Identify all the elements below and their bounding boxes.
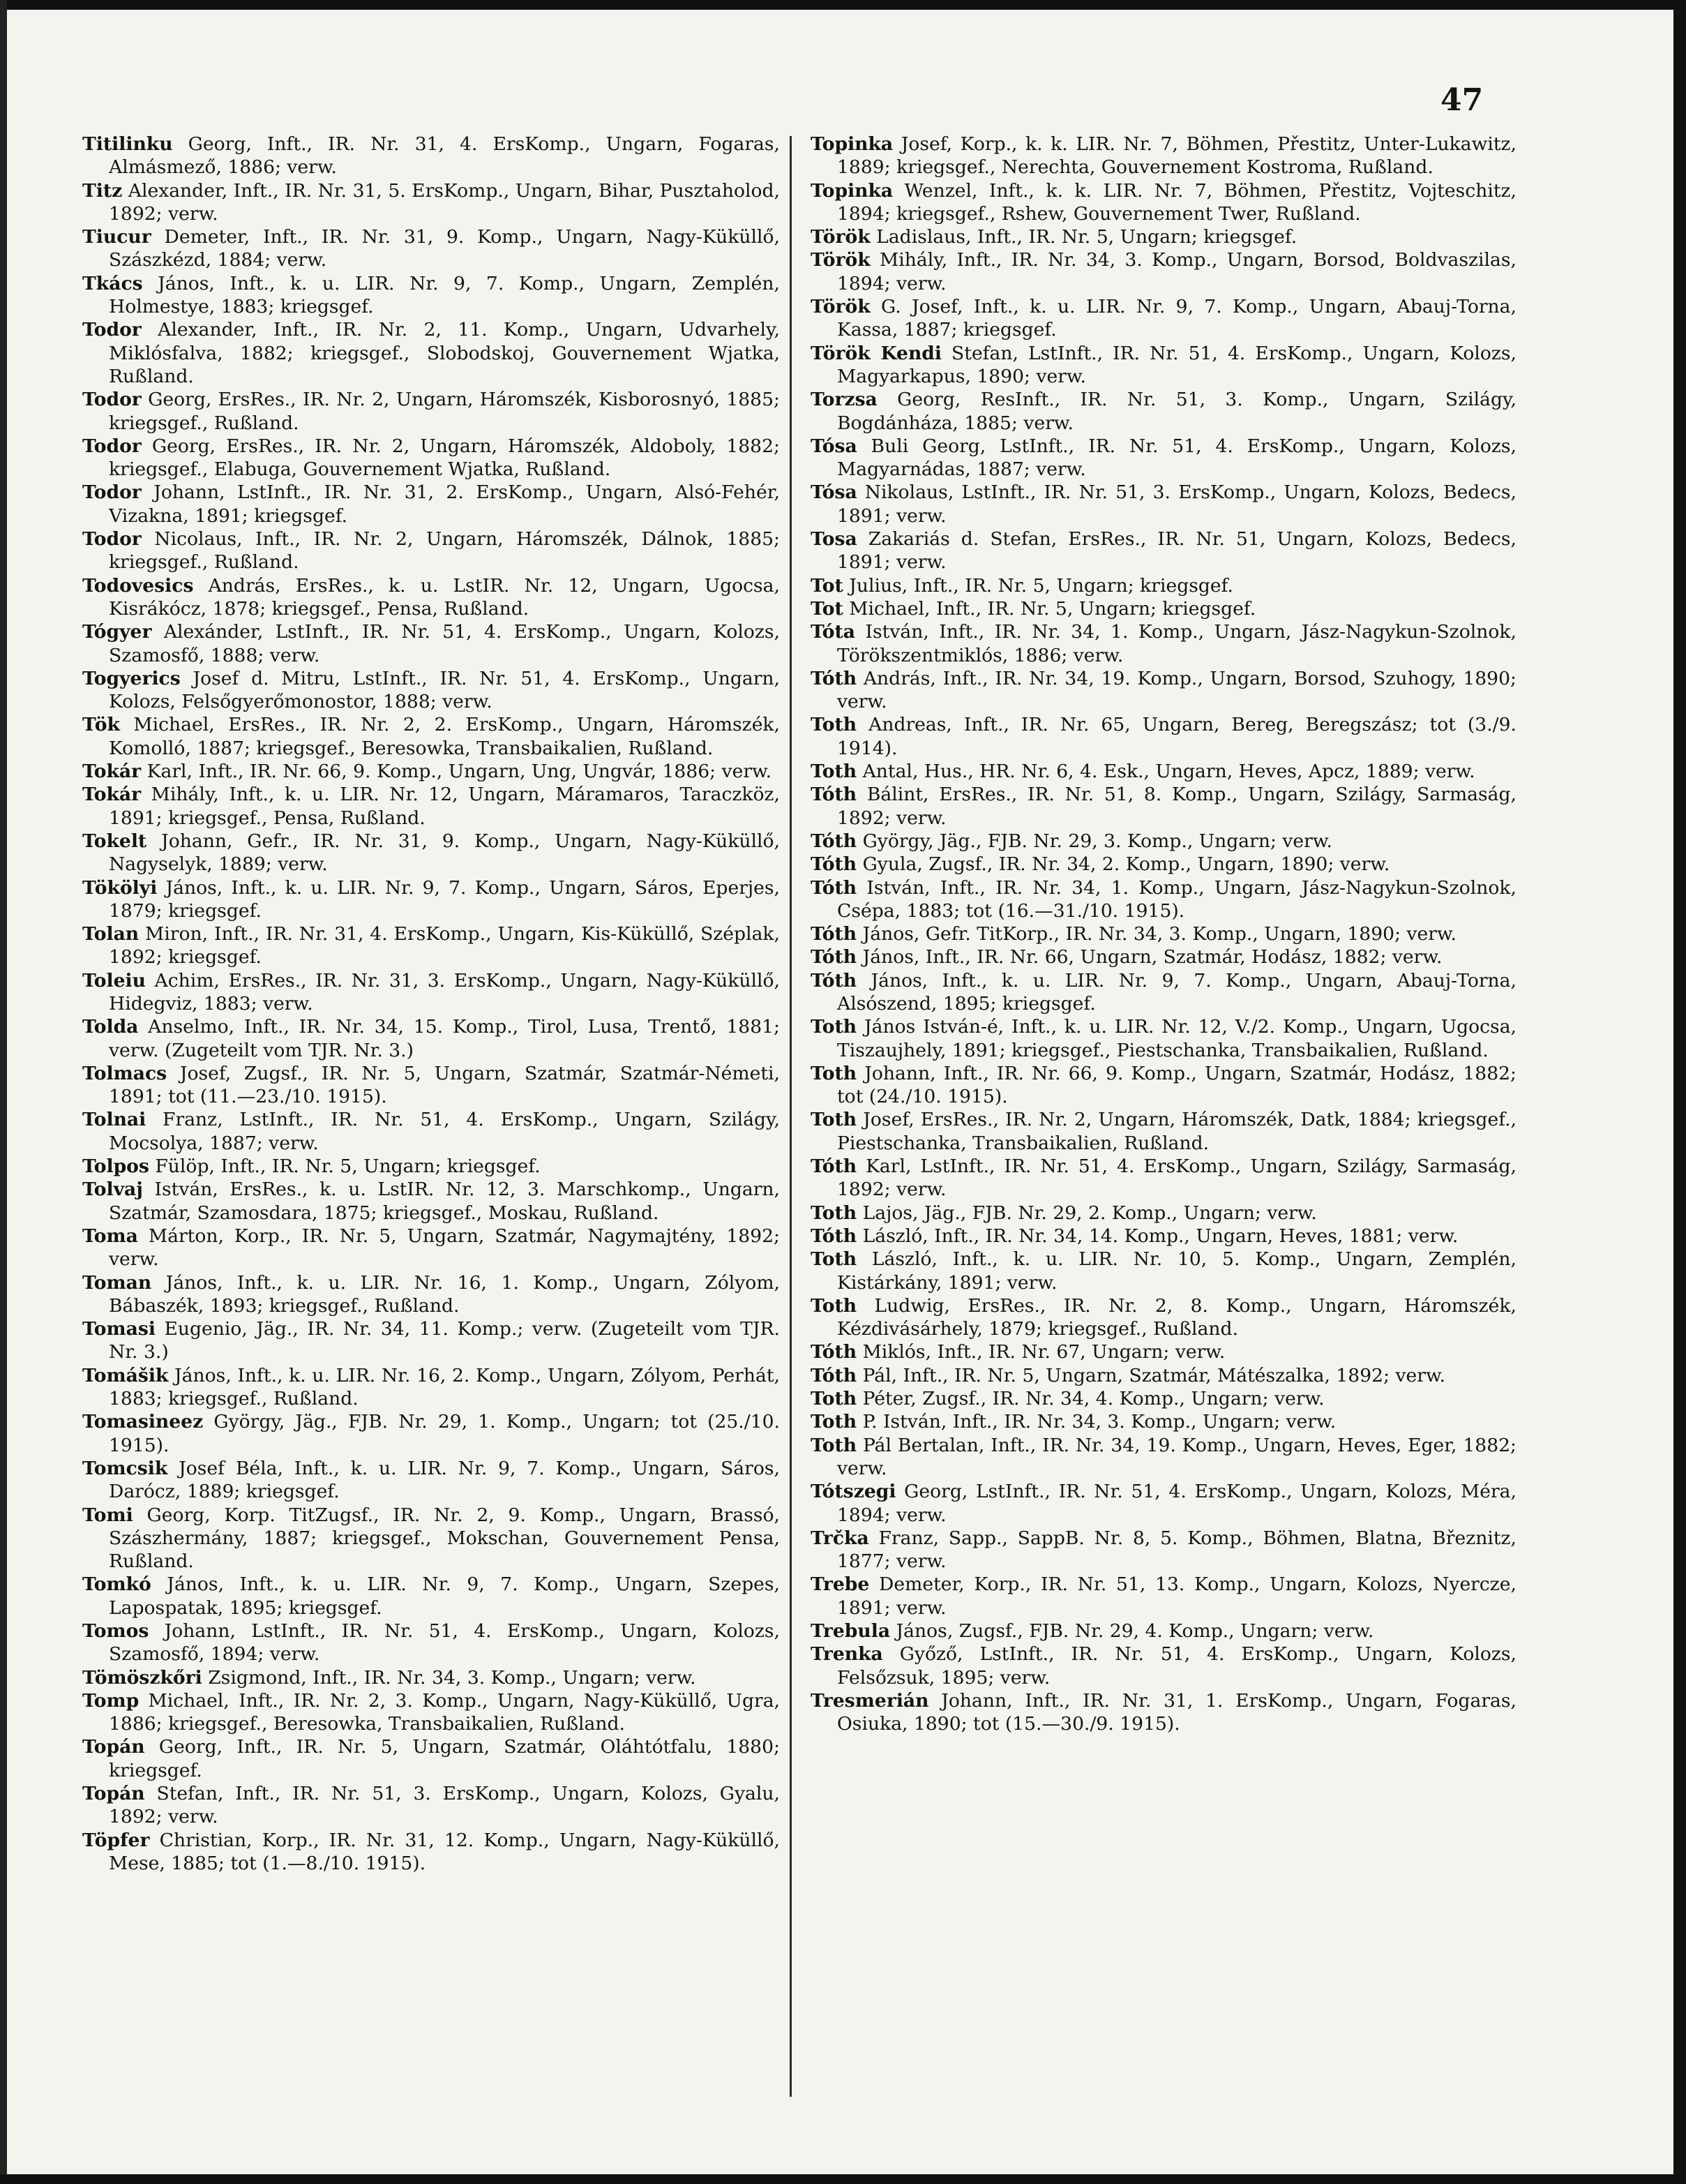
register-entry (811, 922, 1516, 945)
entry-details: László, Inft., IR. Nr. 34, 14. Komp., Ungarn, Heves, 1881; verw. (857, 1225, 1459, 1247)
entry-surname: Toth (811, 1388, 857, 1410)
entry-surname: Trenka (811, 1643, 883, 1666)
register-entry (82, 876, 780, 923)
entry-details: János, Inft., k. u. LIR. Nr. 9, 7. Komp., Ungarn, Abauj-Torna, Alsószend, 1895; kriegsgef. (837, 969, 1516, 1015)
entry-surname: Tömöszkőri (82, 1666, 202, 1689)
register-entry (811, 1015, 1516, 1062)
scan-border-bottom (0, 2174, 1686, 2184)
register-entry (82, 1364, 780, 1411)
register-entry (82, 830, 780, 876)
register-entry (82, 435, 780, 481)
entry-details: Zakariás d. Stefan, ErsRes., IR. Nr. 51, Ungarn, Kolozs, Bedecs, 1891; verw. (837, 528, 1516, 574)
register-entry (82, 133, 780, 179)
entry-details: István, Inft., IR. Nr. 34, 1. Komp., Ungarn, Jász-Nagykun-Szolnok, Törökszentmiklós, 1886; verw. (837, 621, 1516, 666)
entry-surname: Tokár (82, 761, 142, 783)
entry-surname: Topinka (811, 133, 894, 155)
entry-surname: Tomášik (82, 1364, 169, 1386)
entry-surname: Toth (811, 1016, 857, 1038)
entry-details: Demeter, Inft., IR. Nr. 31, 9. Komp., Ungarn, Nagy-Küküllő, Szászkézd, 1884; verw. (109, 226, 780, 271)
register-entry (811, 1108, 1516, 1155)
entry-details: Julius, Inft., IR. Nr. 5, Ungarn; kriegsgef. (843, 574, 1233, 597)
register-entry (811, 1062, 1516, 1109)
entry-surname: Tóth (811, 1225, 857, 1247)
entry-details: Eugenio, Jäg., IR. Nr. 34, 11. Komp.; verw. (Zugeteilt vom TJR. Nr. 3.) (109, 1318, 780, 1363)
register-entry (82, 1062, 780, 1109)
register-entry (82, 760, 780, 783)
register-entry (82, 1573, 780, 1620)
entry-details: András, Inft., IR. Nr. 34, 19. Komp., Ungarn, Borsod, Szuhogy, 1890; verw. (837, 667, 1516, 713)
register-entry (811, 620, 1516, 667)
register-entry (811, 597, 1516, 620)
entry-details: György, Jäg., FJB. Nr. 29, 3. Komp., Ungarn; verw. (857, 830, 1332, 852)
register-entry (82, 1782, 780, 1829)
register-entry (811, 1340, 1516, 1363)
entry-surname: Todor (82, 528, 142, 551)
entry-details: Johann, LstInft., IR. Nr. 31, 2. ErsKomp., Ungarn, Alsó-Fehér, Vizakna, 1891; kriegsgef. (109, 481, 780, 527)
entry-surname: Tósa (811, 435, 857, 457)
entry-surname: Tomasineez (82, 1411, 204, 1433)
entry-details: Stefan, Inft., IR. Nr. 51, 3. ErsKomp., Ungarn, Kolozs, Gyalu, 1892; verw. (109, 1783, 780, 1828)
entry-details: János, Zugsf., FJB. Nr. 29, 4. Komp., Ungarn; verw. (890, 1620, 1374, 1642)
register-entry (811, 248, 1516, 295)
entry-details: Márton, Korp., IR. Nr. 5, Ungarn, Szatmár, Nagymajtény, 1892; verw. (109, 1225, 780, 1271)
entry-surname: Tóth (811, 946, 857, 968)
entry-surname: Titilinku (82, 133, 173, 155)
entry-surname: Tomi (82, 1504, 133, 1526)
register-entry (811, 1202, 1516, 1225)
entry-surname: Toth (811, 1434, 857, 1456)
entry-surname: Topán (82, 1736, 145, 1758)
register-entry (811, 1387, 1516, 1410)
entry-surname: Tolpos (82, 1155, 149, 1178)
entry-details: István, ErsRes., k. u. LstIR. Nr. 12, 3. Marschkomp., Ungarn, Szatmár, Szamosdara, 1875; kriegsgef., Moskau, Rußland. (109, 1179, 780, 1224)
entry-details: Ludwig, ErsRes., IR. Nr. 2, 8. Komp., Ungarn, Háromszék, Kézdivásárhely, 1879; kriegsgef., Rußland. (837, 1294, 1516, 1340)
entry-surname: Toth (811, 1248, 857, 1271)
entry-surname: Tomcsik (82, 1457, 168, 1479)
register-entry (811, 481, 1516, 528)
register-entry (82, 1689, 780, 1736)
register-entry (811, 179, 1516, 226)
entry-surname: Todor (82, 435, 142, 457)
register-entry (811, 969, 1516, 1016)
entry-details: Josef Béla, Inft., k. u. LIR. Nr. 9, 7. Komp., Ungarn, Sáros, Darócz, 1889; kriegsgef. (109, 1457, 780, 1503)
entry-details: Nikolaus, LstInft., IR. Nr. 51, 3. ErsKomp., Ungarn, Kolozs, Bedecs, 1891; verw. (837, 481, 1516, 527)
entry-details: János, Inft., k. u. LIR. Nr. 16, 2. Komp., Ungarn, Zólyom, Perhát, 1883; kriegsgef., Rußland. (109, 1364, 780, 1410)
entry-surname: Toth (811, 714, 857, 736)
entry-surname: Toma (82, 1225, 138, 1247)
entry-surname: Todor (82, 481, 142, 504)
register-entry (811, 435, 1516, 481)
entry-details: Michael, ErsRes., IR. Nr. 2, 2. ErsKomp., Ungarn, Háromszék, Komolló, 1887; kriegsgef., Beresowka, Transbaikalien, Rußland. (109, 714, 780, 759)
entry-surname: Tolda (82, 1016, 139, 1038)
entry-surname: Tolmacs (82, 1062, 167, 1084)
register-entry (82, 922, 780, 969)
entry-details: Pál Bertalan, Inft., IR. Nr. 34, 19. Komp., Ungarn, Heves, Eger, 1882; verw. (837, 1434, 1516, 1479)
entry-surname: Tóth (811, 969, 857, 992)
entry-details: János István-é, Inft., k. u. LIR. Nr. 12, V./2. Komp., Ungarn, Ugocsa, Tiszaujhely, 1891; kriegsgef., Piestschanka, Transbaikalien, Rußland. (837, 1016, 1516, 1061)
column-divider (790, 136, 792, 2097)
register-entry (811, 945, 1516, 968)
register-entry (82, 713, 780, 760)
entry-surname: Tóth (811, 1341, 857, 1363)
entry-surname: Todor (82, 389, 142, 411)
entry-details: Georg, ErsRes., IR. Nr. 2, Ungarn, Háromszék, Kisborosnyó, 1885; kriegsgef., Rußland. (109, 389, 780, 434)
entry-details: G. Josef, Inft., k. u. LIR. Nr. 9, 7. Komp., Ungarn, Abauj-Torna, Kassa, 1887; kriegsgef. (837, 296, 1516, 341)
entry-details: Georg, LstInft., IR. Nr. 51, 4. ErsKomp., Ungarn, Kolozs, Méra, 1894; verw. (837, 1481, 1516, 1526)
register-entry (811, 713, 1516, 760)
entry-details: Josef, ErsRes., IR. Nr. 2, Ungarn, Háromszék, Datk, 1884; kriegsgef., Piestschanka, Transbaikalien, Rußland. (837, 1109, 1516, 1154)
entry-surname: Tot (811, 574, 843, 597)
register-entry (811, 783, 1516, 830)
register-entry (811, 342, 1516, 389)
entry-details: János, Inft., k. u. LIR. Nr. 9, 7. Komp., Ungarn, Zemplén, Holmestye, 1883; kriegsgef. (109, 272, 780, 318)
entry-details: Johann, Gefr., IR. Nr. 31, 9. Komp., Ungarn, Nagy-Küküllő, Nagyselyk, 1889; verw. (109, 830, 780, 876)
register-entry (811, 1225, 1516, 1248)
entry-surname: Trčka (811, 1527, 869, 1549)
entry-details: Georg, ErsRes., IR. Nr. 2, Ungarn, Háromszék, Aldoboly, 1882; kriegsgef., Elabuga, Gouvernement Wjatka, Rußland. (109, 435, 780, 481)
entry-details: Nicolaus, Inft., IR. Nr. 2, Ungarn, Háromszék, Dálnok, 1885; kriegsgef., Rußland. (109, 528, 780, 574)
entry-surname: Tóth (811, 1155, 857, 1178)
entry-surname: Tomos (82, 1620, 149, 1642)
register-entry (811, 853, 1516, 876)
entry-surname: Tomkó (82, 1573, 151, 1596)
register-entry (82, 1829, 780, 1876)
entry-surname: Todor (82, 319, 142, 341)
entry-details: János, Inft., k. u. LIR. Nr. 9, 7. Komp., Ungarn, Sáros, Eperjes, 1879; kriegsgef. (109, 876, 780, 922)
entry-surname: Tótszegi (811, 1481, 896, 1503)
register-entry (82, 1225, 780, 1271)
entry-surname: Töpfer (82, 1829, 150, 1851)
entry-details: Péter, Zugsf., IR. Nr. 34, 4. Komp., Ungarn; verw. (857, 1388, 1325, 1410)
entry-surname: Tóth (811, 1364, 857, 1386)
entry-surname: Torzsa (811, 389, 878, 411)
register-entry (811, 225, 1516, 248)
entry-details: Josef d. Mitru, LstInft., IR. Nr. 51, 4. ErsKomp., Ungarn, Kolozs, Felsőgyerőmonostor, 1888; verw. (109, 667, 780, 713)
scan-border-top (0, 0, 1686, 10)
register-entry (811, 1643, 1516, 1689)
register-entry (811, 133, 1516, 179)
register-entry (82, 388, 780, 435)
entry-details: Georg, Korp. TitZugsf., IR. Nr. 2, 9. Komp., Ungarn, Brassó, Szászhermány, 1887; kriegsgef., Mokschan, Gouvernement Pensa, Rußland. (109, 1504, 780, 1573)
entry-surname: Tolvaj (82, 1179, 143, 1201)
entry-details: Michael, Inft., IR. Nr. 2, 3. Komp., Ungarn, Nagy-Küküllő, Ugra, 1886; kriegsgef., Beresowka, Transbaikalien, Rußland. (109, 1689, 780, 1735)
entry-details: Miklós, Inft., IR. Nr. 67, Ungarn; verw. (857, 1341, 1226, 1363)
entry-details: Antal, Hus., HR. Nr. 6, 4. Esk., Ungarn, Heves, Apcz, 1889; verw. (857, 761, 1475, 783)
entry-details: Demeter, Korp., IR. Nr. 51, 13. Komp., Ungarn, Kolozs, Nyercze, 1891; verw. (837, 1573, 1516, 1619)
scan-border-left (0, 0, 7, 2184)
register-entry (82, 667, 780, 714)
register-entry (82, 574, 780, 621)
entry-surname: Tresmerián (811, 1689, 929, 1712)
register-entry (82, 1666, 780, 1689)
entry-details: András, ErsRes., k. u. LstIR. Nr. 12, Ungarn, Ugocsa, Kisrákócz, 1878; kriegsgef., Pensa, Rußland. (109, 574, 780, 620)
entry-details: Georg, Inft., IR. Nr. 5, Ungarn, Szatmár, Oláhtótfalu, 1880; kriegsgef. (109, 1736, 780, 1781)
entry-details: Johann, Inft., IR. Nr. 66, 9. Komp., Ungarn, Szatmár, Hodász, 1882; tot (24./10. 1915). (837, 1062, 1516, 1108)
entry-details: Pál, Inft., IR. Nr. 5, Ungarn, Szatmár, Mátészalka, 1892; verw. (857, 1364, 1446, 1386)
left-column (82, 133, 780, 1875)
entry-surname: Tóth (811, 667, 857, 689)
page-number: 47 (1440, 82, 1484, 118)
entry-surname: Tkács (82, 272, 143, 294)
entry-surname: Török (811, 249, 871, 271)
register-entry (82, 1178, 780, 1225)
entry-surname: Trebe (811, 1573, 870, 1596)
entry-surname: Török (811, 296, 871, 318)
register-entry (811, 1248, 1516, 1294)
entry-details: Lajos, Jäg., FJB. Nr. 29, 2. Komp., Ungarn; verw. (857, 1202, 1317, 1224)
register-entry (82, 969, 780, 1016)
entry-details: Mihály, Inft., k. u. LIR. Nr. 12, Ungarn, Máramaros, Taraczköz, 1891; kriegsgef., Pensa, Rußland. (109, 784, 780, 829)
register-entry (82, 620, 780, 667)
entry-details: Ladislaus, Inft., IR. Nr. 5, Ungarn; kriegsgef. (870, 226, 1297, 248)
entry-details: János, Inft., IR. Nr. 66, Ungarn, Szatmár, Hodász, 1882; verw. (857, 946, 1443, 968)
entry-surname: Topinka (811, 179, 894, 202)
register-entry (811, 574, 1516, 597)
entry-surname: Tóth (811, 830, 857, 852)
register-entry (82, 1620, 780, 1666)
entry-surname: Tosa (811, 528, 857, 551)
entry-surname: Toman (82, 1271, 152, 1294)
entry-surname: Toth (811, 1202, 857, 1224)
entry-surname: Topán (82, 1783, 145, 1805)
register-entry (82, 1108, 780, 1155)
register-entry (811, 295, 1516, 342)
entry-surname: Tomasi (82, 1318, 156, 1340)
entry-surname: Török Kendi (811, 342, 942, 364)
entry-details: Miron, Inft., IR. Nr. 31, 4. ErsKomp., Ungarn, Kis-Küküllő, Széplak, 1892; kriegsgef. (109, 923, 780, 968)
entry-surname: Tot (811, 597, 843, 620)
entry-surname: Tokár (82, 784, 142, 806)
register-entry (811, 1155, 1516, 1202)
register-entry (82, 1155, 780, 1178)
register-entry (811, 388, 1516, 435)
register-entry (811, 528, 1516, 574)
register-entry (811, 760, 1516, 783)
right-column (811, 133, 1516, 1735)
entry-details: Georg, ResInft., IR. Nr. 51, 3. Komp., Ungarn, Szilágy, Bogdánháza, 1885; verw. (837, 389, 1516, 434)
entry-details: Karl, LstInft., IR. Nr. 51, 4. ErsKomp., Ungarn, Szilágy, Sarmaság, 1892; verw. (837, 1155, 1516, 1201)
entry-surname: Todovesics (82, 574, 194, 597)
entry-details: Anselmo, Inft., IR. Nr. 34, 15. Komp., Tirol, Lusa, Trentő, 1881; verw. (Zugeteilt vom TJR. Nr. 3.) (109, 1016, 780, 1061)
register-entry (82, 1735, 780, 1782)
register-entry (82, 783, 780, 830)
entry-details: Christian, Korp., IR. Nr. 31, 12. Komp., Ungarn, Nagy-Küküllő, Mese, 1885; tot (1.—8./10. 1915). (109, 1829, 780, 1874)
entry-surname: Tóta (811, 621, 855, 643)
entry-surname: Tógyer (82, 621, 152, 643)
register-entry (811, 667, 1516, 714)
entry-details: Mihály, Inft., IR. Nr. 34, 3. Komp., Ungarn, Borsod, Boldvaszilas, 1894; verw. (837, 249, 1516, 294)
register-entry (82, 481, 780, 528)
register-entry (82, 1457, 780, 1504)
entry-surname: Tökölyi (82, 876, 158, 899)
register-entry (811, 1434, 1516, 1481)
entry-details: János, Inft., k. u. LIR. Nr. 16, 1. Komp., Ungarn, Zólyom, Bábaszék, 1893; kriegsgef., Rußland. (109, 1271, 780, 1317)
entry-surname: Tóth (811, 853, 857, 876)
entry-details: Franz, Sapp., SappB. Nr. 8, 5. Komp., Böhmen, Blatna, Březnitz, 1877; verw. (837, 1527, 1516, 1573)
entry-details: Gyula, Zugsf., IR. Nr. 34, 2. Komp., Ungarn, 1890; verw. (857, 853, 1390, 876)
register-entry (82, 318, 780, 388)
entry-surname: Tósa (811, 481, 857, 504)
register-entry (811, 1573, 1516, 1620)
entry-details: Zsigmond, Inft., IR. Nr. 34, 3. Komp., Ungarn; verw. (202, 1666, 696, 1689)
entry-surname: Toth (811, 1062, 857, 1084)
entry-details: Johann, Inft., IR. Nr. 31, 1. ErsKomp., Ungarn, Fogaras, Osiuka, 1890; tot (15.—30./9. 1915). (837, 1689, 1516, 1735)
register-entry (82, 272, 780, 319)
register-entry (811, 1364, 1516, 1387)
entry-details: Josef, Zugsf., IR. Nr. 5, Ungarn, Szatmár, Szatmár-Németi, 1891; tot (11.—23./10. 1915). (109, 1062, 780, 1108)
scan-border-right (1673, 0, 1686, 2184)
entry-details: Andreas, Inft., IR. Nr. 65, Ungarn, Bereg, Beregszász; tot (3./9. 1914). (837, 714, 1516, 759)
register-entry (811, 830, 1516, 853)
register-entry (82, 225, 780, 272)
entry-details: Alexander, Inft., IR. Nr. 31, 5. ErsKomp., Ungarn, Bihar, Pusztaholod, 1892; verw. (109, 179, 780, 225)
entry-details: Franz, LstInft., IR. Nr. 51, 4. ErsKomp., Ungarn, Szilágy, Mocsolya, 1887; verw. (109, 1109, 780, 1154)
entry-surname: Tokelt (82, 830, 147, 852)
entry-surname: Tolan (82, 923, 140, 945)
register-entry (811, 1689, 1516, 1736)
entry-details: Alexander, Inft., IR. Nr. 2, 11. Komp., Ungarn, Udvarhely, Miklósfalva, 1882; kriegsgef., Slobodskoj, Gouvernement Wjatka, Rußland. (109, 319, 780, 387)
register-entry (811, 1620, 1516, 1643)
entry-surname: Tóth (811, 923, 857, 945)
entry-surname: Tóth (811, 876, 857, 899)
entry-details: György, Jäg., FJB. Nr. 29, 1. Komp., Ungarn; tot (25./10. 1915). (109, 1411, 780, 1456)
entry-surname: Tök (82, 714, 120, 736)
entry-surname: Toth (811, 1294, 857, 1317)
entry-surname: Toth (811, 1109, 857, 1131)
entry-surname: Toth (811, 761, 857, 783)
entry-details: Josef, Korp., k. k. LIR. Nr. 7, Böhmen, Přestitz, Unter-Lukawitz, 1889; kriegsgef., Nerechta, Gouvernement Kostroma, Rußland. (837, 133, 1516, 179)
entry-details: János, Gefr. TitKorp., IR. Nr. 34, 3. Komp., Ungarn, 1890; verw. (857, 923, 1457, 945)
entry-surname: Toth (811, 1411, 857, 1433)
entry-surname: Tolnai (82, 1109, 146, 1131)
register-entry (82, 179, 780, 226)
entry-details: Karl, Inft., IR. Nr. 66, 9. Komp., Ungarn, Ung, Ungvár, 1886; verw. (141, 761, 772, 783)
register-entry (811, 1294, 1516, 1341)
entry-surname: Toleiu (82, 969, 146, 992)
register-entry (82, 1317, 780, 1364)
entry-details: János, Inft., k. u. LIR. Nr. 9, 7. Komp., Ungarn, Szepes, Lapospatak, 1895; kriegsgef. (109, 1573, 780, 1619)
entry-details: Buli Georg, LstInft., IR. Nr. 51, 4. ErsKomp., Ungarn, Kolozs, Magyarnádas, 1887; verw. (837, 435, 1516, 481)
entry-surname: Trebula (811, 1620, 891, 1642)
entry-details: Győző, LstInft., IR. Nr. 51, 4. ErsKomp., Ungarn, Kolozs, Felsőzsuk, 1895; verw. (837, 1643, 1516, 1689)
entry-details: Wenzel, Inft., k. k. LIR. Nr. 7, Böhmen, Přestitz, Vojteschitz, 1894; kriegsgef., Rshew, Gouvernement Twer, Rußland. (837, 179, 1516, 225)
entry-surname: Tiucur (82, 226, 151, 248)
entry-surname: Tóth (811, 784, 857, 806)
register-entry (811, 1527, 1516, 1573)
entry-surname: Togyerics (82, 667, 181, 689)
entry-details: Johann, LstInft., IR. Nr. 51, 4. ErsKomp., Ungarn, Kolozs, Szamosfő, 1894; verw. (109, 1620, 780, 1666)
register-entry (82, 1015, 780, 1062)
entry-surname: Török (811, 226, 871, 248)
register-entry (82, 1410, 780, 1457)
register-entry (82, 1504, 780, 1573)
register-entry (82, 1271, 780, 1318)
entry-details: Fülöp, Inft., IR. Nr. 5, Ungarn; kriegsgef. (149, 1155, 541, 1178)
entry-details: Alexánder, LstInft., IR. Nr. 51, 4. ErsKomp., Ungarn, Kolozs, Szamosfő, 1888; verw. (109, 621, 780, 666)
entry-details: Bálint, ErsRes., IR. Nr. 51, 8. Komp., Ungarn, Szilágy, Sarmaság, 1892; verw. (837, 784, 1516, 829)
entry-details: István, Inft., IR. Nr. 34, 1. Komp., Ungarn, Jász-Nagykun-Szolnok, Csépa, 1883; tot (16.—31./10. 1915). (837, 876, 1516, 922)
entry-details: Georg, Inft., IR. Nr. 31, 4. ErsKomp., Ungarn, Fogaras, Almásmező, 1886; verw. (109, 133, 780, 179)
entry-details: László, Inft., k. u. LIR. Nr. 10, 5. Komp., Ungarn, Zemplén, Kistárkány, 1891; verw. (837, 1248, 1516, 1294)
entry-details: Achim, ErsRes., IR. Nr. 31, 3. ErsKomp., Ungarn, Nagy-Küküllő, Hidegviz, 1883; verw. (109, 969, 780, 1015)
register-entry (811, 876, 1516, 923)
register-entry (811, 1480, 1516, 1527)
register-entry (811, 1410, 1516, 1433)
entry-surname: Tomp (82, 1689, 140, 1712)
entry-details: Stefan, LstInft., IR. Nr. 51, 4. ErsKomp., Ungarn, Kolozs, Magyarkapus, 1890; verw. (837, 342, 1516, 387)
entry-details: P. István, Inft., IR. Nr. 34, 3. Komp., Ungarn; verw. (857, 1411, 1337, 1433)
entry-details: Michael, Inft., IR. Nr. 5, Ungarn; kriegsgef. (843, 597, 1256, 620)
entry-surname: Titz (82, 179, 123, 202)
register-entry (82, 528, 780, 574)
